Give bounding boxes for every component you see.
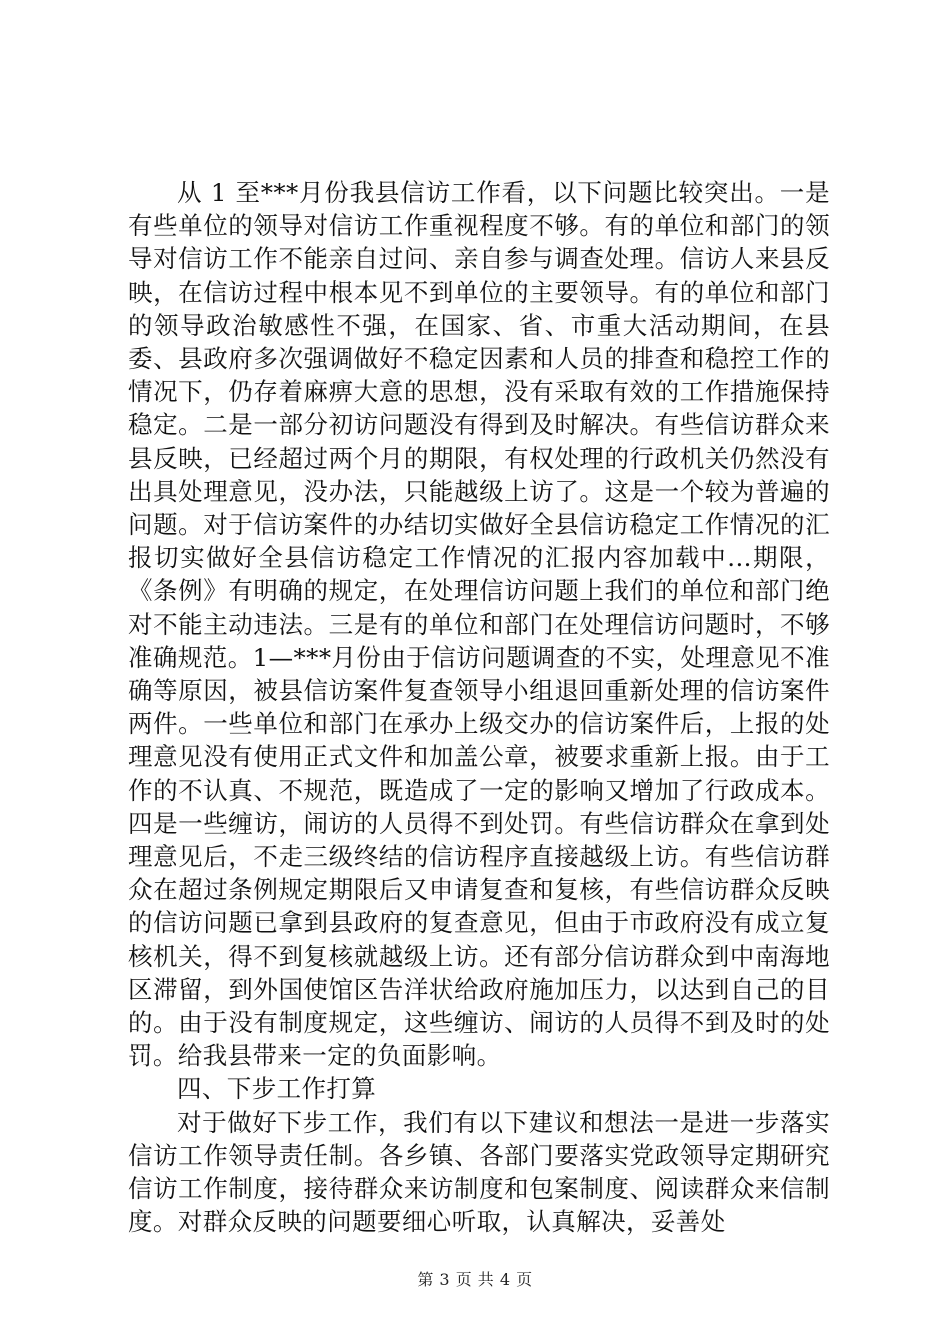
document-body <box>128 176 830 1239</box>
body-paragraph: 从 1 至***月份我县信访工作看，以下问题比较突出。一是有些单位的领导对信访工作重视程度不够。有的单位和部门的领导对信访工作不能亲自过问、亲自参与调查处理。信访人来县反映，在信访过程中根本见不到单位的主要领导。有的单位和部门的领导政治敏感性不强，在国家、省、市重大活动期间，在县委、县政府多次强调做好不稳定因素和人员的排查和稳控工作的情况下，仍存着麻痹大意的思想，没有采取有效的工作措施保持稳定。二是一部分初访问题没有得到及时解决。有些信访群众来县反映，已经超过两个月的期限，有权处理的行政机关仍然没有出具处理意见，没办法，只能越级上访了。这是一个较为普遍的问题。对于信访案件的办结切实做好全县信访稳定工作情况的汇报切实做好全县信访稳定工作情况的汇报内容加载中...期限，《条例》有明确的规定，在处理信访问题上我们的单位和部门绝对不能主动违法。三是有的单位和部门在处理信访问题时，不够准确规范。1—***月份由于信访问题调查的不实，处理意见不准确等原因，被县信访案件复查领导小组退回重新处理的信访案件两件。一些单位和部门在承办上级交办的信访案件后，上报的处理意见没有使用正式文件和加盖公章，被要求重新上报。由于工作的不认真、不规范，既造成了一定的影响又增加了行政成本。四是一些缠访，闹访的人员得不到处罚。有些信访群众在拿到处理意见后，不走三级终结的信访程序直接越级上访。有些信访群众在超过条例规定期限后又申请复查和复核，有些信访群众反映的信访问题已拿到县政府的复查意见，但由于市政府没有成立复核机关，得不到复核就越级上访。还有部分信访群众到中南海地区滞留，到外国使馆区告洋状给政府施加压力，以达到自己的目的。由于没有制度规定，这些缠访、闹访的人员得不到及时的处罚。给我县带来一定的负面影响。 <box>128 178 830 1071</box>
body-paragraph-after-heading: 对于做好下步工作，我们有以下建议和想法一是进一步落实信访工作领导责任制。各乡镇、各部门要落实党政领导定期研究信访工作制度，接待群众来访制度和包案制度、阅读群众来信制度。对群众反映的问题要细心听取，认真解决，妥善处 <box>128 1107 830 1237</box>
page-footer: 第 3 页 共 4 页 <box>417 1270 533 1289</box>
section-heading: 四、下步工作打算 <box>177 1074 377 1104</box>
